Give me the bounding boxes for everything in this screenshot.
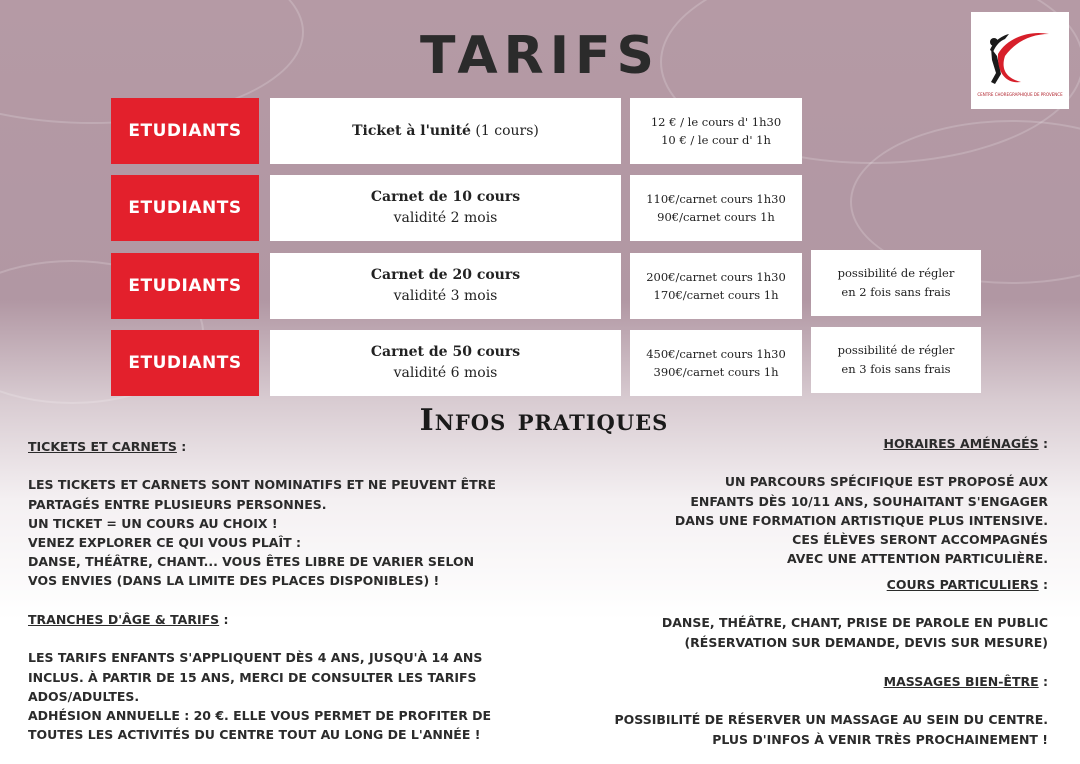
offer-validity: validité 2 mois	[393, 210, 498, 226]
tariff-row	[0, 98, 1080, 164]
infos-title: Infos pratiques	[419, 403, 669, 438]
price-line: 10 € / le cour d' 1h	[661, 133, 771, 147]
price-line: 90€/carnet cours 1h	[657, 210, 775, 224]
section-line: TOUTES LES ACTIVITÉS DU CENTRE TOUT AU LONG DE L'ANNÉE !	[28, 727, 481, 743]
section-line: VENEZ EXPLORER CE QUI VOUS PLAÎT :	[28, 535, 302, 551]
category-badge: ETUDIANTS	[111, 253, 259, 319]
cours-section: COURS PARTICULIERS : DANSE, THÉÂTRE, CHANT, PRISE DE PAROLE EN PUBLIC (RÉSERVATION SUR DEMANDE, DEVIS SUR MESURE)	[560, 575, 1048, 652]
tranches-section: TRANCHES D'ÂGE & TARIFS : LES TARIFS ENFANTS S'APPLIQUENT DÈS 4 ANS, JUSQU'À 14 ANS INCLUS. À PARTIR DE 15 ANS, MERCI DE CONSULTER LES TARIFS ADOS/ADULTES. ADHÉSION ANNUELLE : 20 €. ELLE VOUS PERMET DE PROFITER DE TOUTES LES ACTIVITÉS DU CENTRE TOUT AU LONG DE L'ANNÉE !	[28, 610, 528, 744]
section-line: DANS UNE FORMATION ARTISTIQUE PLUS INTENSIVE.	[674, 512, 1048, 528]
category-badge: ETUDIANTS	[111, 175, 259, 241]
note-line: possibilité de régler	[837, 266, 955, 280]
section-line: PLUS D'INFOS À VENIR TRÈS PROCHAINEMENT !	[712, 731, 1048, 747]
section-line: UN PARCOURS SPÉCIFIQUE EST PROPOSÉ AUX	[724, 474, 1048, 490]
section-heading: HORAIRES AMÉNAGÉS	[883, 436, 1039, 451]
category-badge: ETUDIANTS	[111, 330, 259, 396]
offer-name: Ticket à l'unité	[352, 122, 471, 139]
offer-name: Carnet de 50 cours	[370, 344, 521, 360]
payment-note	[811, 250, 981, 316]
section-line: ADOS/ADULTES.	[28, 688, 140, 704]
offer-description	[270, 98, 621, 164]
offer-description	[270, 175, 621, 241]
section-line: LES TARIFS ENFANTS S'APPLIQUENT DÈS 4 ANS, JUSQU'À 14 ANS	[28, 650, 483, 666]
massages-section: MASSAGES BIEN-ÊTRE : POSSIBILITÉ DE RÉSERVER UN MASSAGE AU SEIN DU CENTRE. PLUS D'INFOS À VENIR TRÈS PROCHAINEMENT !	[560, 672, 1048, 749]
section-heading: TICKETS ET CARNETS	[28, 439, 177, 454]
price-box	[630, 253, 802, 319]
section-line: PARTAGÉS ENTRE PLUSIEURS PERSONNES.	[28, 496, 327, 512]
price-box	[630, 330, 802, 396]
section-line: CES ÉLÈVES SERONT ACCOMPAGNÉS	[792, 532, 1048, 548]
section-line: LES TICKETS ET CARNETS SONT NOMINATIFS ET NE PEUVENT ÊTRE	[28, 477, 496, 493]
note-line: possibilité de régler	[837, 343, 955, 357]
offer-description	[270, 253, 621, 319]
tariff-row	[0, 330, 1080, 396]
note-line: en 2 fois sans frais	[841, 285, 951, 299]
price-line: 110€/carnet cours 1h30	[646, 192, 786, 206]
logo-caption: CENTRE CHOREGRAPHIQUE DE PROVENCE	[977, 92, 1063, 97]
offer-description	[270, 330, 621, 396]
section-line: AVEC UNE ATTENTION PARTICULIÈRE.	[786, 551, 1048, 567]
section-heading: TRANCHES D'ÂGE & TARIFS	[28, 612, 220, 627]
section-line: DANSE, THÉÂTRE, CHANT, PRISE DE PAROLE EN PUBLIC	[661, 615, 1048, 631]
section-line: INCLUS. À PARTIR DE 15 ANS, MERCI DE CONSULTER LES TARIFS	[28, 669, 477, 685]
tickets-section: TICKETS ET CARNETS : LES TICKETS ET CARNETS SONT NOMINATIFS ET NE PEUVENT ÊTRE PARTAGÉS ENTRE PLUSIEURS PERSONNES. UN TICKET = UN COURS AU CHOIX ! VENEZ EXPLORER CE QUI VOUS PLAÎT : DANSE, THÉÂTRE, CHANT... VOUS ÊTES LIBRE DE VARIER SELON VOS ENVIES (DANS LA LIMITE DES PLACES DISPONIBLES) !	[28, 437, 528, 591]
tariff-row	[0, 253, 1080, 319]
price-line: 390€/carnet cours 1h	[653, 365, 779, 379]
category-badge: ETUDIANTS	[111, 98, 259, 164]
horaires-section: HORAIRES AMÉNAGÉS : UN PARCOURS SPÉCIFIQUE EST PROPOSÉ AUX ENFANTS DÈS 10/11 ANS, SOUHAITANT S'ENGAGER DANS UNE FORMATION ARTISTIQUE PLUS INTENSIVE. CES ÉLÈVES SERONT ACCOMPAGNÉS AVEC UNE ATTENTION PARTICULIÈRE.	[560, 434, 1048, 568]
section-line: VOS ENVIES (DANS LA LIMITE DES PLACES DISPONIBLES) !	[28, 573, 440, 589]
section-line: ADHÉSION ANNUELLE : 20 €. ELLE VOUS PERMET DE PROFITER DE	[28, 708, 492, 724]
page-title: TARIFS	[419, 26, 661, 86]
price-box	[630, 98, 802, 164]
note-line: en 3 fois sans frais	[841, 362, 951, 376]
offer-name: Carnet de 10 cours	[370, 189, 521, 205]
price-line: 200€/carnet cours 1h30	[646, 270, 786, 284]
tariff-row	[0, 175, 1080, 241]
section-line: UN TICKET = UN COURS AU CHOIX !	[28, 515, 278, 531]
price-line: 450€/carnet cours 1h30	[646, 347, 786, 361]
offer-name: Carnet de 20 cours	[370, 267, 521, 283]
section-line: ENFANTS DÈS 10/11 ANS, SOUHAITANT S'ENGAGER	[690, 493, 1048, 509]
offer-validity: validité 6 mois	[393, 365, 498, 381]
section-line: (RÉSERVATION SUR DEMANDE, DEVIS SUR MESURE)	[684, 634, 1048, 650]
section-heading: MASSAGES BIEN-ÊTRE	[883, 674, 1039, 689]
price-line: 170€/carnet cours 1h	[653, 288, 779, 302]
price-box	[630, 175, 802, 241]
section-heading: COURS PARTICULIERS	[886, 577, 1039, 592]
payment-note	[811, 327, 981, 393]
offer-detail: (1 cours)	[475, 122, 539, 139]
section-line: POSSIBILITÉ DE RÉSERVER UN MASSAGE AU SEIN DU CENTRE.	[614, 712, 1048, 728]
price-line: 12 € / le cours d' 1h30	[650, 115, 782, 129]
section-line: DANSE, THÉÂTRE, CHANT... VOUS ÊTES LIBRE DE VARIER SELON	[28, 554, 475, 570]
logo	[971, 12, 1069, 109]
offer-validity: validité 3 mois	[393, 288, 498, 304]
